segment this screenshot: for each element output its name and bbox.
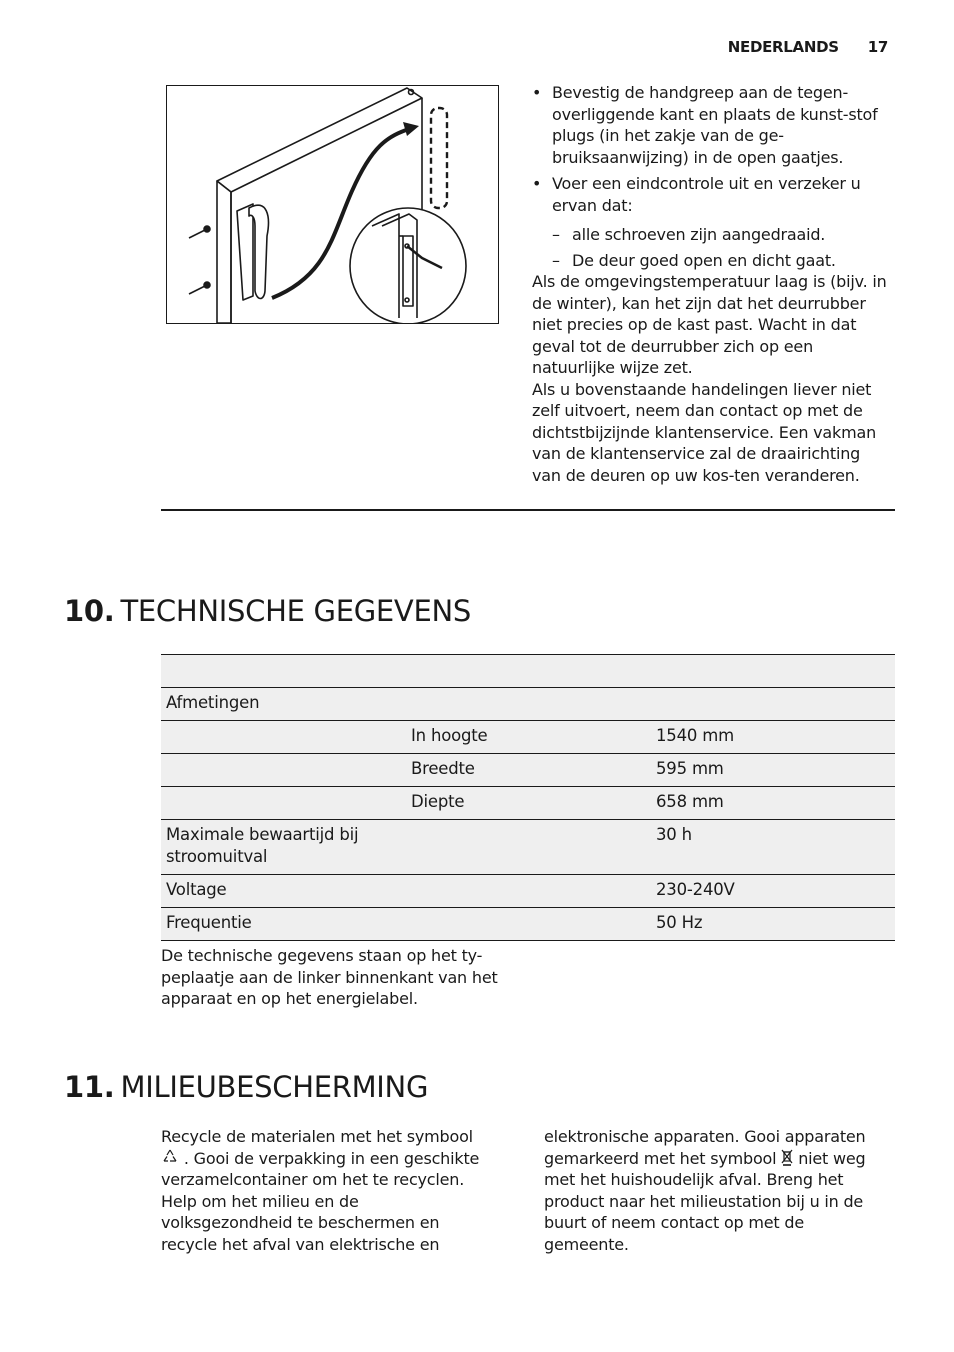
table-cell: Afmetingen — [161, 688, 406, 721]
section-divider — [161, 509, 895, 511]
table-row — [161, 721, 895, 754]
installation-instructions — [532, 82, 892, 486]
bullet-text: Voer een eindcontrole uit en verzeker u ervan dat: — [552, 174, 861, 215]
table-row — [161, 875, 895, 908]
table-row — [161, 754, 895, 787]
environment-text-left — [161, 1126, 491, 1255]
section-title-technical-data — [64, 594, 471, 628]
table-cell: 595 mm — [651, 754, 895, 787]
bullet-text: Bevestig de handgreep aan de tegen-overliggende kant en plaats de kunst-stof plugs (in het zakje van de ge-bruiksaanwijzing) in de open gaatjes. — [552, 83, 878, 167]
paragraph: Als u bovenstaande handelingen liever niet zelf uitvoert, neem dan contact op met de dichtstbijzijnde klantenservice. Een vakman van de klantenservice zal de draairichting van de deuren op uw kos-ten veranderen. — [532, 379, 877, 485]
table-cell — [161, 721, 406, 754]
text-fragment: Recycle de materialen met het symbool — [161, 1127, 473, 1146]
table-cell — [161, 754, 406, 787]
table-cell: 1540 mm — [651, 721, 895, 754]
text-fragment: niet weg met het huishoudelijk afval. Breng het product naar het milieustation bij u in de buurt of neem contact op met de gemeente. — [544, 1148, 866, 1254]
table-cell: In hoogte — [406, 721, 651, 754]
table-cell — [406, 655, 651, 688]
header-language: NEDERLANDS — [727, 38, 839, 56]
technical-data-table — [161, 654, 895, 941]
table-row — [161, 787, 895, 820]
table-row — [161, 908, 895, 941]
table-cell: Voltage — [161, 875, 406, 908]
table-cell — [651, 688, 895, 721]
section-number: 11. — [64, 1070, 115, 1104]
recycle-icon — [161, 1148, 179, 1166]
page-number: 17 — [867, 38, 888, 56]
door-handle-installation-diagram-icon — [167, 86, 498, 323]
dash-marker: – — [552, 225, 560, 244]
paragraph: Als de omgevingstemperatuur laag is (bijv. in de winter), kan het zijn dat het deurrubber niet precies op de kast past. Wacht in dat geval tot de deurrubber zich op een natuurlijke wijze zet. — [532, 272, 887, 377]
sub-list-item — [532, 224, 892, 246]
table-cell — [406, 908, 651, 941]
bullet-marker: • — [532, 83, 542, 102]
technical-data-note: De technische gegevens staan op het ty-peplaatje aan de linker binnenkant van het apparaat en op het energielabel. — [161, 946, 498, 1008]
sub-list-item — [532, 250, 892, 272]
table-cell: Frequentie — [161, 908, 406, 941]
crossed-bin-icon — [781, 1149, 793, 1166]
list-item — [532, 173, 892, 216]
paragraph — [544, 1126, 874, 1255]
table-row — [161, 655, 895, 688]
sub-item-text: alle schroeven zijn aangedraaid. — [572, 225, 826, 244]
page-header — [728, 38, 888, 56]
section-heading: TECHNISCHE GEGEVENS — [120, 594, 471, 628]
text-fragment: . Gooi de verpakking in een geschikte verzamelcontainer om het te recyclen. — [161, 1148, 480, 1189]
table-cell — [406, 820, 651, 875]
section-heading: MILIEUBESCHERMING — [120, 1070, 429, 1104]
table-cell: 30 h — [651, 820, 895, 875]
table-cell: Diepte — [406, 787, 651, 820]
table-row — [161, 820, 895, 875]
sub-item-text: De deur goed open en dicht gaat. — [572, 250, 836, 270]
table-cell — [651, 655, 895, 688]
table-cell — [161, 787, 406, 820]
list-item — [532, 82, 892, 168]
paragraph — [161, 1126, 491, 1191]
table-cell: 50 Hz — [651, 908, 895, 941]
section-number: 10. — [64, 594, 115, 628]
table-cell — [161, 655, 406, 688]
environment-text-right — [544, 1126, 874, 1255]
paragraph: Help om het milieu en de volksgezondheid te beschermen en recycle het afval van elektrische en — [161, 1191, 440, 1254]
dash-marker: – — [552, 250, 560, 270]
table-cell: Breedte — [406, 754, 651, 787]
bullet-marker: • — [532, 174, 542, 193]
table-row — [161, 688, 895, 721]
section-title-environment — [64, 1070, 428, 1104]
handle-installation-figure — [166, 85, 499, 324]
table-cell: 658 mm — [651, 787, 895, 820]
text-fragment: elektronische apparaten. Gooi apparaten gemarkeerd met het symbool — [544, 1127, 866, 1168]
table-cell: 230-240V — [651, 875, 895, 908]
table-cell: Maximale bewaartijd bij stroomuitval — [161, 820, 406, 875]
table-cell — [406, 688, 651, 721]
table-cell — [406, 875, 651, 908]
